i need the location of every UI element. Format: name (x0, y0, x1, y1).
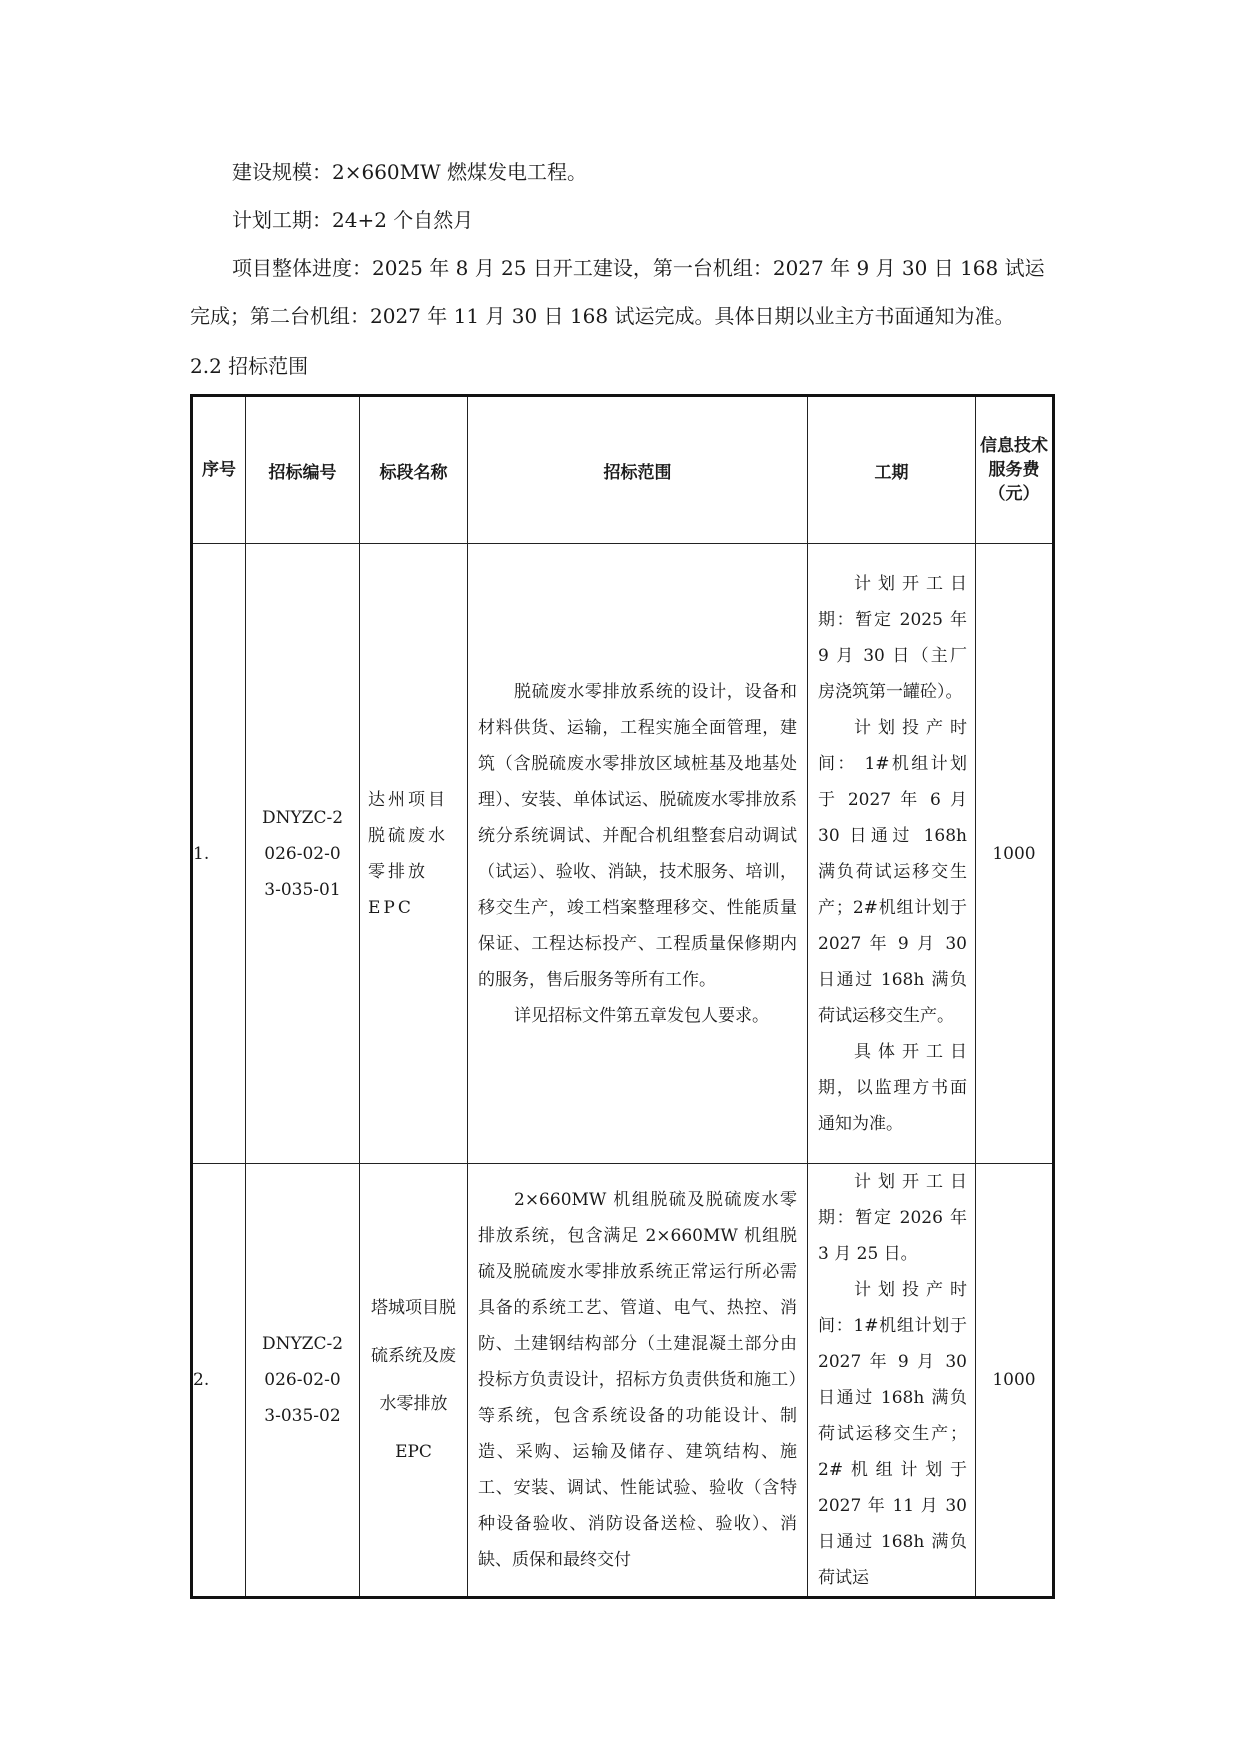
scope-text: 2×660MW 机组脱硫及脱硫废水零排放系统，包含满足 2×660MW 机组脱硫及脱硫废水零排放系统正常运行所必需具备的系统工艺、管道、电气、热控、消防、土建钢结构部分（土建混凝土部分由投标方负责设计，招标方负责供货和施工）等系统，包含系统设备的功能设计、制造、采购、运输及储存、建筑结构、施工、安装、调试、性能试验、验收（含特种设备验收、消防设备送检、验收）、消缺、质保和最终交付 (478, 1190, 797, 1570)
table-row (192, 1164, 1054, 1598)
header-seq: 序号 (192, 396, 246, 544)
row-code: DNYZC-2026-02-03-035-01 (246, 544, 360, 1164)
header-fee: 信息技术服务费（元） (976, 396, 1054, 544)
scope-note: 详见招标文件第五章发包人要求。 (514, 1005, 769, 1026)
scale-paragraph: 建设规模：2×660MW 燃煤发电工程。 (232, 160, 588, 184)
header-period: 工期 (808, 396, 976, 544)
row-code: DNYZC-2026-02-03-035-02 (246, 1164, 360, 1598)
period-start: 计划开工日期：暂定 2026 年 3 月 25 日。 (818, 1172, 967, 1264)
bid-scope-table (190, 394, 1055, 1599)
progress-paragraph: 项目整体进度：2025 年 8 月 25 日开工建设，第一台机组：2027 年 9 月 30 日 168 试运完成；第二台机组：2027 年 11 月 30 日 168 试运完成。具体日期以业主方书面通知为准。 (190, 256, 1045, 328)
header-code: 招标编号 (246, 396, 360, 544)
period-production: 计划投产时间： 1#机组计划于 2027 年 6 月 30 日通过 168h 满负荷试运移交生产；2#机组计划于 2027 年 9 月 30 日通过 168h 满负荷试运移交生产。 (818, 717, 967, 1026)
period-paragraph: 计划工期：24+2 个自然月 (232, 208, 474, 232)
section-heading: 2.2 招标范围 (190, 354, 309, 378)
header-name: 标段名称 (360, 396, 468, 544)
period-note: 具体开工日期，以监理方书面通知为准。 (818, 1041, 967, 1134)
header-scope: 招标范围 (468, 396, 808, 544)
period-start: 计划开工日期：暂定 2025 年 9 月 30 日（主厂房浇筑第一罐砼）。 (818, 573, 967, 702)
table-row (192, 544, 1054, 1164)
row-seq: 2. (192, 1164, 246, 1598)
row-name: 达州项目脱硫废水零排放 EPC (360, 544, 468, 1164)
row-fee: 1000 (976, 544, 1054, 1164)
row-period (808, 544, 976, 1164)
scope-text: 脱硫废水零排放系统的设计，设备和材料供货、运输，工程实施全面管理，建筑（含脱硫废水零排放区域桩基及地基处理）、安装、单体试运、脱硫废水零排放系统分系统调试、并配合机组整套启动调试（试运）、验收、消缺，技术服务、培训，移交生产，竣工档案整理移交、性能质量保证、工程达标投产、工程质量保修期内的服务，售后服务等所有工作。 (478, 681, 797, 990)
table-header-row (192, 396, 1054, 544)
row-seq: 1. (192, 544, 246, 1164)
row-period (808, 1164, 976, 1598)
period-production: 计划投产时间：1#机组计划于 2027 年 9 月 30 日通过 168h 满负荷试运移交生产；2#机组计划于 2027 年 11 月 30 日通过 168h 满负荷试运 (818, 1280, 967, 1588)
row-scope (468, 1164, 808, 1598)
row-scope (468, 544, 808, 1164)
row-fee: 1000 (976, 1164, 1054, 1598)
row-name: 塔城项目脱硫系统及废水零排放 EPC (360, 1164, 468, 1598)
